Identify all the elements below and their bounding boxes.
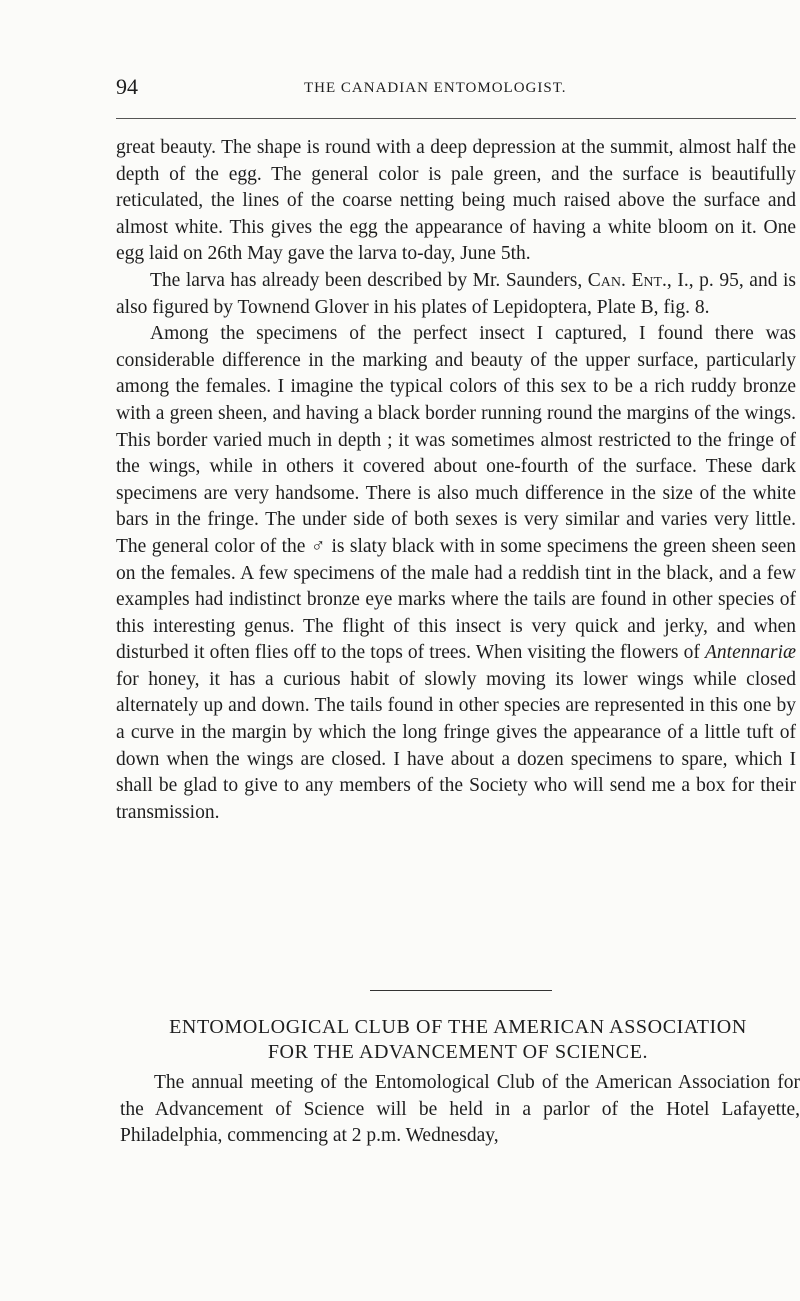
larva-text-after: , I., p. 95, and is also figured by Townend Glover in his plates of Lepidoptera, Plate B, fig. 8. [116, 269, 797, 318]
article-continuation [116, 135, 796, 826]
specimens-text-before: Among the specimens of the perfect insect I captured, I found there was considerable difference in the marking and beauty of the upper surface, particularly among the females. I imagine the typical colors of this sex to be a rich ruddy bronze with a green sheen, and having a black border running round the margins of the wings. This border varied much in depth ; it was sometimes almost restricted to the fringe of the wings, while in others it covered about one-fourth of the surface. These dark specimens are very handsome. There is also much difference in the size of the white bars in the fringe. The under side of both sexes is very similar and varies very little. The general color of the [116, 323, 796, 557]
section-title-line-2: FOR THE ADVANCEMENT OF SCIENCE. [267, 1041, 649, 1063]
running-title: THE CANADIAN ENTOMOLOGIST. [304, 80, 567, 96]
paragraph-annual-meeting: The annual meeting of the Entomological Club of the American Association for the Advancement of Science will be held in a parlor of the Hotel Lafayette, Philadelphia, commencing at 2 p.m. Wednesday, [120, 1072, 800, 1147]
header-rule [116, 118, 796, 119]
genus-name: Antennariæ [705, 642, 796, 664]
page-header [116, 74, 796, 104]
specimens-text-after: for honey, it has a curious habit of slowly moving its lower wings while closed alternately up and down. The tails found in other species are represented in this one by a curve in the margin by which the long fringe gives the appearance of a little tuft of down when the wings are closed. I have about a dozen specimens to spare, which I shall be glad to give to any members of the Society who will send me a box for their transmission. [116, 668, 796, 823]
section-body [120, 1070, 800, 1150]
paragraph-egg-description: great beauty. The shape is round with a deep depression at the summit, almost half the depth of the egg. The general color is pale green, and the surface is beautifully reticulated, the lines of the coarse netting being much raised above the surface and almost white. This gives the egg the appearance of having a white bloom on it. One egg laid on 26th May gave the larva to-day, June 5th. [116, 137, 796, 265]
paragraph-specimens [116, 321, 796, 826]
section-separator [370, 990, 552, 991]
larva-text-before: The larva has already been described by Mr. Saunders, [150, 269, 583, 291]
male-symbol: ♂ [310, 535, 327, 557]
specimens-text-middle: is slaty black with in some specimens the green sheen seen on the females. A few specimens of the male had a reddish tint in the black, and a few examples had indistinct bronze eye marks where the tails are found in other species of this interesting genus. The flight of this insect is very quick and jerky, and when disturbed it often flies off to the tops of trees. When visiting the flowers of [116, 535, 797, 664]
section-heading [116, 1015, 800, 1065]
paragraph-larva [116, 268, 796, 321]
page-number: 94 [116, 74, 138, 99]
journal-citation: Can. Ent. [587, 269, 667, 291]
section-title-line-1: ENTOMOLOGICAL CLUB OF THE AMERICAN ASSOCIATION [169, 1016, 747, 1038]
